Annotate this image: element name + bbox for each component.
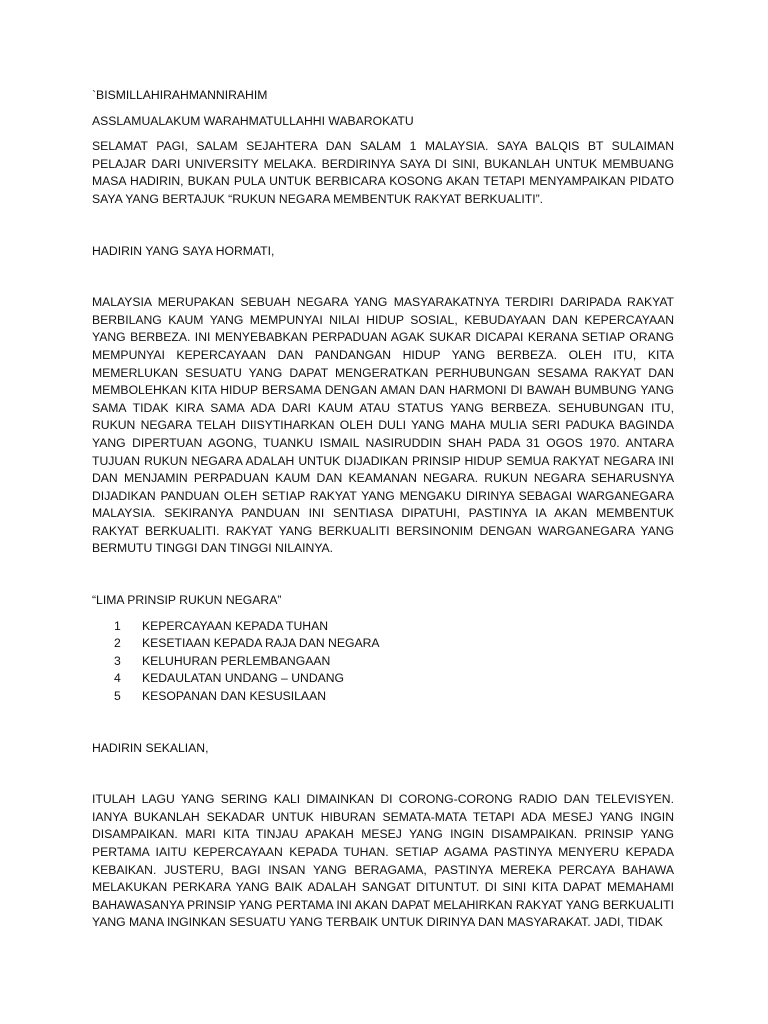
list-item	[92, 670, 674, 688]
list-item-text: KESOPANAN DAN KESUSILAAN	[142, 689, 326, 704]
body-paragraph-2: ITULAH LAGU YANG SERING KALI DIMAINKAN DI CORONG-CORONG RADIO DAN TELEVISYEN. IANYA BUKANLAH SEKADAR UNTUK HIBURAN SEMATA-MATA TETAPI ADA MESEJ YANG INGIN DISAMPAIKAN. MARI KITA TINJAU APAKAH MESEJ YANG INGIN DISAMPAIKAN. PRINSIP YANG PERTAMA IAITU KEPERCAYAAN KEPADA TUHAN. SETIAP AGAMA PASTINYA MENYERU KEPADA KEBAIKAN. JUSTERU, BAGI INSAN YANG BERAGAMA, PASTINYA MEREKA PERCAYA BAHAWA MELAKUKAN PERKARA YANG BAIK ADALAH SANGAT DITUNTUT. DI SINI KITA DAPAT MEMAHAMI BAHAWASANYA PRINSIP YANG PERTAMA INI AKAN DAPAT MELAHIRKAN RAKYAT YANG BERKUALITI YANG MANA INGINKAN SESUATU YANG TERBAIK UNTUK DIRINYA DAN MASYARAKAT. JADI, TIDAK	[92, 792, 674, 930]
list-item-number: 5	[114, 689, 121, 704]
list-item-text: KELUHURAN PERLEMBANGAAN	[142, 653, 331, 668]
list-item-number: 4	[114, 671, 121, 686]
address-line-2: HADIRIN SEKALIAN,	[92, 740, 209, 755]
address-line-1: HADIRIN YANG SAYA HORMATI,	[92, 243, 275, 258]
list-item-text: KEPERCAYAAN KEPADA TUHAN	[142, 618, 329, 633]
body-paragraph-1: MALAYSIA MERUPAKAN SEBUAH NEGARA YANG MASYARAKATNYA TERDIRI DARIPADA RAKYAT BERBILANG KAUM YANG MEMPUNYAI NILAI HIDUP SOSIAL, KEBUDAYAAN DAN KEPERCAYAAN YANG BERBEZA. INI MENYEBABKAN PERPADUAN AGAK SUKAR DICAPAI KERANA SETIAP ORANG MEMPUNYAI KEPERCAYAAN DAN PANDANGAN HIDUP YANG BERBEZA. OLEH ITU, KITA MEMERLUKAN SESUATU YANG DAPAT MENGERATKAN PERHUBUNGAN SESAMA RAKYAT DAN MEMBOLEHKAN KITA HIDUP BERSAMA DENGAN AMAN DAN HARMONI DI BAWAH BUMBUNG YANG SAMA TIDAK KIRA SAMA ADA DARI KAUM ATAU STATUS YANG BERBEZA. SEHUBUNGAN ITU, RUKUN NEGARA TELAH DIISYTIHARKAN OLEH DULI YANG MAHA MULIA SERI PADUKA BAGINDA YANG DIPERTUAN AGONG, TUANKU ISMAIL NASIRUDDIN SHAH PADA 31 OGOS 1970. ANTARA TUJUAN RUKUN NEGARA ADALAH UNTUK DIJADIKAN PRINSIP HIDUP SEMUA RAKYAT NEGARA INI DAN MENJAMIN PERPADUAN KAUM DAN KEAMANAN NEGARA. RUKUN NEGARA SEHARUSNYA DIJADIKAN PANDUAN OLEH SETIAP RAKYAT YANG MENGAKU DIRINYA SEBAGAI WARGANEGARA MALAYSIA. SEKIRANYA PANDUAN INI SENTIASA DIPATUHI, PASTINYA IA AKAN MEMBENTUK RAKYAT BERKUALITI. RAKYAT YANG BERKUALITI BERSINONIM DENGAN WARGANEGARA YANG BERMUTU TINGGI DAN TINGGI NILAINYA.	[92, 295, 674, 556]
document-body	[92, 87, 674, 932]
list-item	[92, 618, 674, 636]
list-title: “LIMA PRINSIP RUKUN NEGARA”	[92, 593, 282, 608]
list-item	[92, 653, 674, 671]
principles-list	[92, 618, 674, 706]
list-item-text: KEDAULATAN UNDANG – UNDANG	[142, 671, 345, 686]
list-item-number: 1	[114, 618, 121, 633]
list-item-text: KESETIAAN KEPADA RAJA DAN NEGARA	[142, 636, 380, 651]
intro-paragraph: SELAMAT PAGI, SALAM SEJAHTERA DAN SALAM 1 MALAYSIA. SAYA BALQIS BT SULAIMAN PELAJAR DARI UNIVERSITY MELAKA. BERDIRINYA SAYA DI SINI, BUKANLAH UNTUK MEMBUANG MASA HADIRIN, BUKAN PULA UNTUK BERBICARA KOSONG AKAN TETAPI MENYAMPAIKAN PIDATO SAYA YANG BERTAJUK “RUKUN NEGARA MEMBENTUK RAKYAT BERKUALITI”.	[92, 139, 674, 206]
list-item	[92, 688, 674, 706]
list-item	[92, 635, 674, 653]
list-item-number: 3	[114, 653, 121, 668]
list-item-number: 2	[114, 636, 121, 651]
opening-line: `BISMILLAHIRAHMANNIRAHIM	[92, 88, 268, 102]
salam-line: ASSLAMUALAKUM WARAHMATULLAHHI WABAROKATU	[92, 113, 414, 128]
